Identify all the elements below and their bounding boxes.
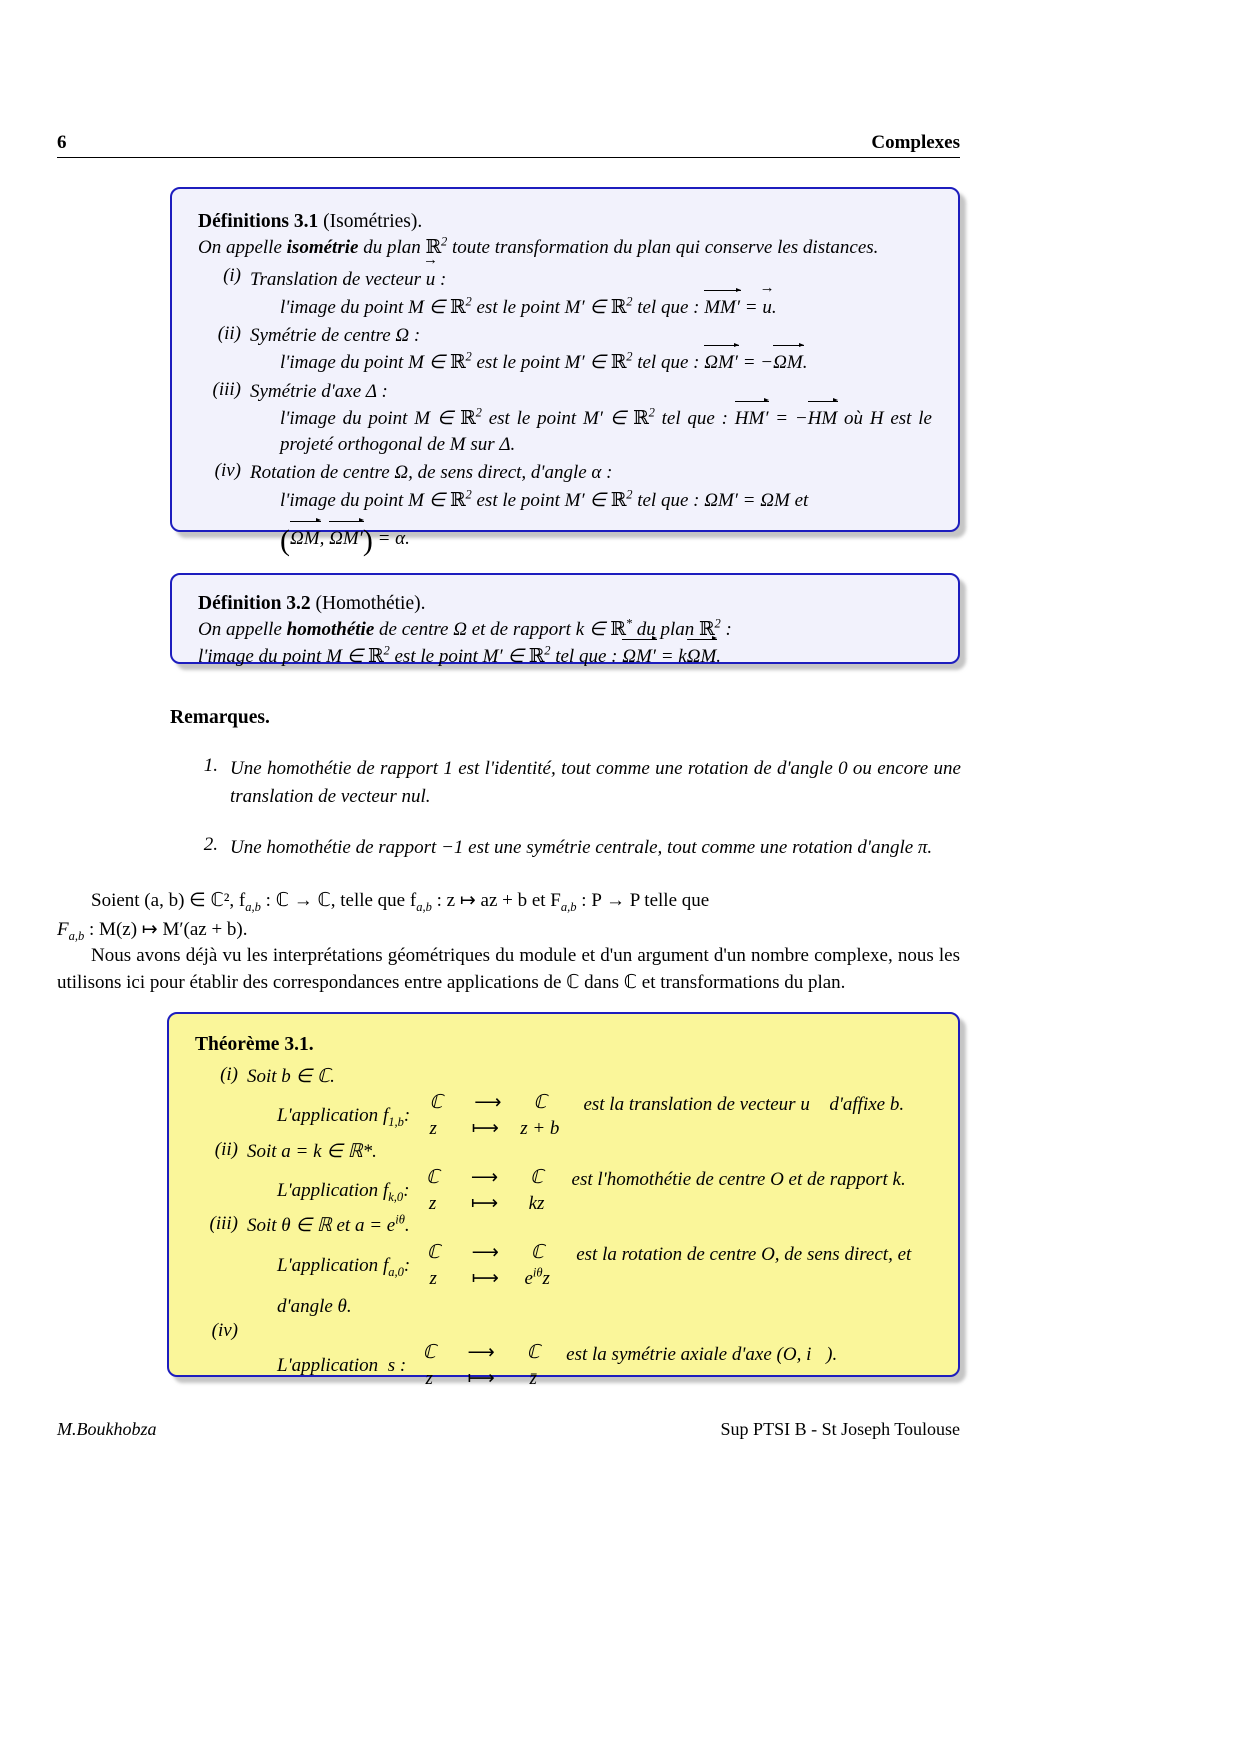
vec-mm-label: MM [704,297,736,319]
definition-3-1-title [198,211,932,233]
soient2-rest: : M(z) ↦ M′(az + b). [84,919,248,940]
list-item [198,460,932,561]
thm-ii-image: kz [528,1193,545,1215]
remarks-list [196,755,961,886]
definition-box-3-1 [170,187,960,557]
thm-i-fsub: 1,b [388,1115,404,1130]
thm-iv-f: s [387,1355,396,1377]
thm-ii-fsub: k,0 [388,1189,404,1204]
vec-om-def2-a: ΩM [622,645,652,667]
intro-keyword: isométrie [286,237,359,258]
thm-iii-img-z: z [542,1267,550,1289]
thm-ii-domain: ℂ [425,1166,440,1188]
thm-iii-source: z [429,1267,437,1289]
list-item [195,1139,932,1218]
thm-i-mapsto: ⟼ [471,1118,499,1140]
thm-i-head: Soit b ∈ ℂ. [247,1066,335,1087]
item-ii-mid: est le point [471,352,565,374]
thm-ii-fname [383,1178,403,1204]
item-body-iv [250,460,932,561]
thm-ii-colon: : [403,1179,410,1201]
vec-hm-label: HM [734,407,765,429]
vec-om-label-4: ΩM [329,527,359,549]
paragraph-soient-line2 [57,917,960,944]
thm-iii-application [277,1240,932,1292]
mapping-diagram-ii [416,1165,554,1217]
soient2-sub: a,b [68,928,85,943]
thm-iv-fname [388,1353,395,1379]
intro-part-a: On appelle [198,237,287,258]
item-label-iii: (iii) [212,378,241,400]
thm-i-source: z [429,1118,437,1140]
scalar-k: k [678,645,687,667]
thm-i-f: f [382,1105,389,1127]
thm-iv-colon: : [399,1355,407,1377]
thm-iii-tail2: d'angle θ. [277,1295,352,1317]
item-body-i [250,265,932,321]
item-i-colon: : [439,268,447,290]
thm-iv-codomain: ℂ [526,1342,540,1364]
chapter-title: Complexes [871,132,960,153]
thm-iii-domain: ℂ [426,1241,440,1263]
item-iv-detail: l'image du point M ∈ ℝ$^2$ est le point M′ ∈ ℝ$^2$ tel que : ΩM′ = ΩM et [280,487,809,511]
list-item [196,834,961,862]
vector-u-icon: u → [426,265,436,293]
item-iv-pre: l'image du point [280,489,409,511]
thm-ii-codomain: ℂ [529,1166,544,1188]
thm-ii-arrow: ⟶ [470,1166,499,1188]
footer-author: M.Boukhobza [57,1419,157,1439]
definition-3-1-list [198,265,932,561]
def2-line2-tel: tel que : [550,645,623,667]
thm-iii-f: f [382,1254,389,1276]
footer-institution: Sup PTSI B - St Joseph Toulouse [720,1419,960,1439]
item-ii-head: Symétrie de centre Ω : [250,325,421,347]
thm-iii-img-sup: iθ [532,1265,543,1280]
thm-iv-head [247,1320,932,1340]
intro-part-b: du plan [358,237,426,258]
header-rule [57,157,960,158]
thm-ii-tail: est l'homothétie de centre O et de rapport k. [571,1168,906,1190]
thm-body-ii [247,1139,932,1218]
item-label-ii: (ii) [217,323,241,345]
thm-ii-source: z [428,1193,437,1215]
remark-2-text: Une homothétie de rapport −1 est une symétrie centrale, tout comme une rotation d'angle π. [230,837,933,859]
vec-om-label-2: ΩM [773,352,803,374]
definition-3-2-number: Définition 3.2 [198,593,311,614]
intro-part-c: toute transformation du plan qui conserve les distances. [447,237,879,258]
item-ii-pre: l'image du point [280,352,409,374]
item-iii-mid: est le point [481,407,583,429]
item-ii-end: . [802,352,808,374]
list-item [195,1213,932,1320]
page-footer [57,1419,960,1440]
vector-omega-m-def2 [687,643,717,670]
def2-part-b: de centre Ω et de rapport [374,619,576,640]
vec-hm-label-2: HM [807,407,838,429]
item-i-mid: est le point [471,297,565,319]
vec-om-label-3: ΩM [290,527,320,549]
thm-i-arrow: ⟶ [474,1092,502,1114]
vector-u-icon-2: u → [762,293,772,321]
nous-avons-text: Nous avons déjà vu les interprétations géométriques du module et d'un argument d'un nombre complexe, nous les utilisons ici pour établir des correspondances entre applications de ℂ dans ℂ et transformations du plan. [57,945,960,993]
paragraph-nous-avons [57,943,960,997]
thm-label-ii: (ii) [214,1138,238,1160]
thm-iv-source: z [425,1368,433,1390]
thm-iv-image: z̄ [529,1368,537,1390]
remark-2-label: 2. [203,834,218,856]
thm-ii-head: Soit a = k ∈ ℝ*. [247,1140,377,1162]
thm-iii-image [520,1266,554,1292]
thm-label-iv: (iv) [211,1320,238,1342]
def2-part-c: du plan [631,619,699,640]
item-iii-detail: l'image du point M ∈ ℝ$^2$ est le point M′ ∈ ℝ$^2$ tel que : HM′ = −HM où H est le projeté orthogonal de M sur Δ. [280,405,932,456]
vector-omega-mprime-def2: ΩM′ [622,643,656,670]
vector-omega-mprime-3: ΩM′ [329,525,363,552]
thm-iii-img-e: e [524,1267,533,1289]
soient-sub-3: a,b [560,899,577,914]
def2-keyword: homothétie [286,619,375,640]
item-iv-mid: est le point [471,489,565,511]
item-label-i: (i) [223,264,241,286]
list-item [195,1064,932,1143]
vector-omega-m [773,349,803,376]
remark-1-label: 1. [203,755,218,776]
list-item [196,755,961,810]
item-iv-formula: (ΩM, ΩM′) = α. [280,523,410,557]
item-body-iii [250,379,932,459]
thm-i-codomain: ℂ [533,1092,547,1114]
theorem-box-3-1 [167,1012,960,1390]
thm-iii-arrow: ⟶ [471,1241,499,1263]
thm-ii-application [277,1165,932,1217]
soient2-F: F [57,919,69,940]
item-iii-pre: l'image du point [280,407,415,429]
thm-label-i: (i) [220,1064,238,1085]
def2-part-d: : [725,619,732,640]
remarks-heading: Remarques. [170,707,270,728]
mapping-diagram-i [416,1090,559,1142]
list-item [198,379,932,459]
soient-sub-2: a,b [416,899,432,914]
definition-3-1-paren: (Isométries). [323,211,423,232]
thm-iv-mapsto: ⟼ [467,1368,495,1390]
thm-body-i [247,1064,932,1143]
mapping-diagram-iv [412,1340,550,1392]
item-label-iv: (iv) [214,460,241,482]
thm-body-iv [247,1320,932,1392]
item-iv-end: = α. [377,527,410,549]
list-item [198,323,932,376]
list-item [195,1320,932,1392]
thm-i-colon: : [403,1105,411,1127]
thm-iii-colon: : [403,1254,411,1276]
item-body-ii [250,323,932,376]
item-ii-tel: tel que : [632,352,705,374]
soient-sub-1: a,b [245,899,261,914]
def2-part-a: On appelle [198,619,287,640]
item-i-end: . [771,297,777,319]
vec-om-label: ΩM [704,352,734,374]
thm-iii-app-word: L'application [277,1254,379,1276]
theorem-list [195,1064,932,1393]
item-ii-detail: l'image du point M ∈ ℝ$^2$ est le point M′ ∈ ℝ$^2$ tel que : ΩM′ = −ΩM. [280,349,932,376]
item-iii-tail: où H est le projeté orthogonal de M sur Δ. [280,407,932,456]
thm-ii-mapsto: ⟼ [470,1193,499,1215]
thm-i-fname [383,1103,404,1129]
soient-c: : z ↦ az + b et F [431,890,561,911]
thm-i-domain: ℂ [429,1092,443,1114]
thm-i-app-word: L'application [277,1105,379,1127]
definition-3-1-intro: On appelle isométrie du plan ℝ$^2$ toute transformation du plan qui conserve les distances. [198,234,879,258]
thm-iv-tail: est la symétrie axiale d'axe (O, i⃗). [566,1344,838,1366]
item-i-pre: l'image du point [280,297,409,319]
page-header [57,132,960,154]
thm-iii-fsub: a,0 [388,1264,404,1279]
thm-iii-head-sup: iθ [395,1212,405,1227]
theorem-3-1-title: Théorème 3.1. [195,1034,314,1055]
definition-3-1-number: Définitions 3.1 [198,211,319,232]
thm-iii-fname [383,1253,404,1279]
thm-body-iii [247,1213,932,1320]
soient-b: : ℂ → ℂ, telle que f [260,890,417,911]
vec-om-def2-b: ΩM [686,645,717,667]
definition-3-2-title [198,593,932,615]
thm-label-iii: (iii) [209,1213,238,1235]
vector-h-mprime: HM′ [735,405,769,432]
def2-line2-end: . [716,645,722,667]
definition-3-2-line-1: On appelle homothétie de centre Ω et de rapport k ∈ ℝ* du plan ℝ$^2$ : [198,616,732,640]
list-item [198,265,932,321]
thm-iii-head-end: . [404,1215,410,1237]
vector-omega-m-3 [290,525,320,552]
vector-MMprime: MM′ [704,294,740,321]
item-iv-head: Rotation de centre Ω, de sens direct, d'angle α : [250,462,613,484]
thm-iii-mapsto: ⟼ [471,1267,499,1289]
vector-omega-mprime: ΩM′ [704,349,738,376]
paragraph-soient [57,888,960,915]
thm-iii-head-text: Soit θ ∈ ℝ et a = e [247,1215,396,1237]
item-i-detail: l'image du point M ∈ ℝ$^2$ est le point M′ ∈ ℝ$^2$ tel que : MM′ = u →. [280,293,932,321]
thm-i-tail: est la translation de vecteur u⃗ d'affixe b. [583,1094,905,1116]
thm-ii-app-word: L'application [277,1179,379,1201]
soient-a: Soient (a, b) ∈ ℂ², f [91,890,246,911]
def2-line2-mid: est le point [389,645,483,667]
thm-iii-codomain: ℂ [530,1241,544,1263]
thm-iv-application [277,1340,932,1392]
def2-line2-pre: l'image du point [198,645,327,667]
item-iii-head: Symétrie d'axe Δ : [250,380,388,402]
mapping-diagram-iii [416,1240,554,1292]
definition-box-3-2 [170,573,960,667]
soient-d: : P → P telle que [576,890,710,911]
vector-h-m [808,405,838,432]
page-number: 6 [57,132,67,153]
item-iv-tel: tel que : ΩM′ = ΩM et [632,489,809,511]
item-iii-tel: tel que : [654,407,735,429]
thm-iii-head [247,1213,932,1239]
item-i-head: Translation de vecteur [250,268,421,290]
definition-3-2-paren: (Homothétie). [315,593,426,614]
thm-iii-tail: est la rotation de centre O, de sens direct, et [576,1243,912,1265]
thm-iv-arrow: ⟶ [467,1342,495,1364]
thm-ii-f: f [382,1179,389,1201]
item-i-tel: tel que : [632,297,705,319]
remark-1-text: Une homothétie de rapport 1 est l'identité, tout comme une rotation de d'angle 0 ou encore une translation de vecteur nul. [230,758,961,807]
thm-iv-app-word: L'application [277,1355,379,1377]
thm-i-image: z + b [520,1118,560,1140]
thm-i-application [277,1090,932,1142]
definition-3-2-line-2: l'image du point M ∈ ℝ$^2$ est le point M′ ∈ ℝ$^2$ tel que : ΩM′ = kΩM. [198,643,932,670]
thm-iv-domain: ℂ [422,1342,436,1364]
